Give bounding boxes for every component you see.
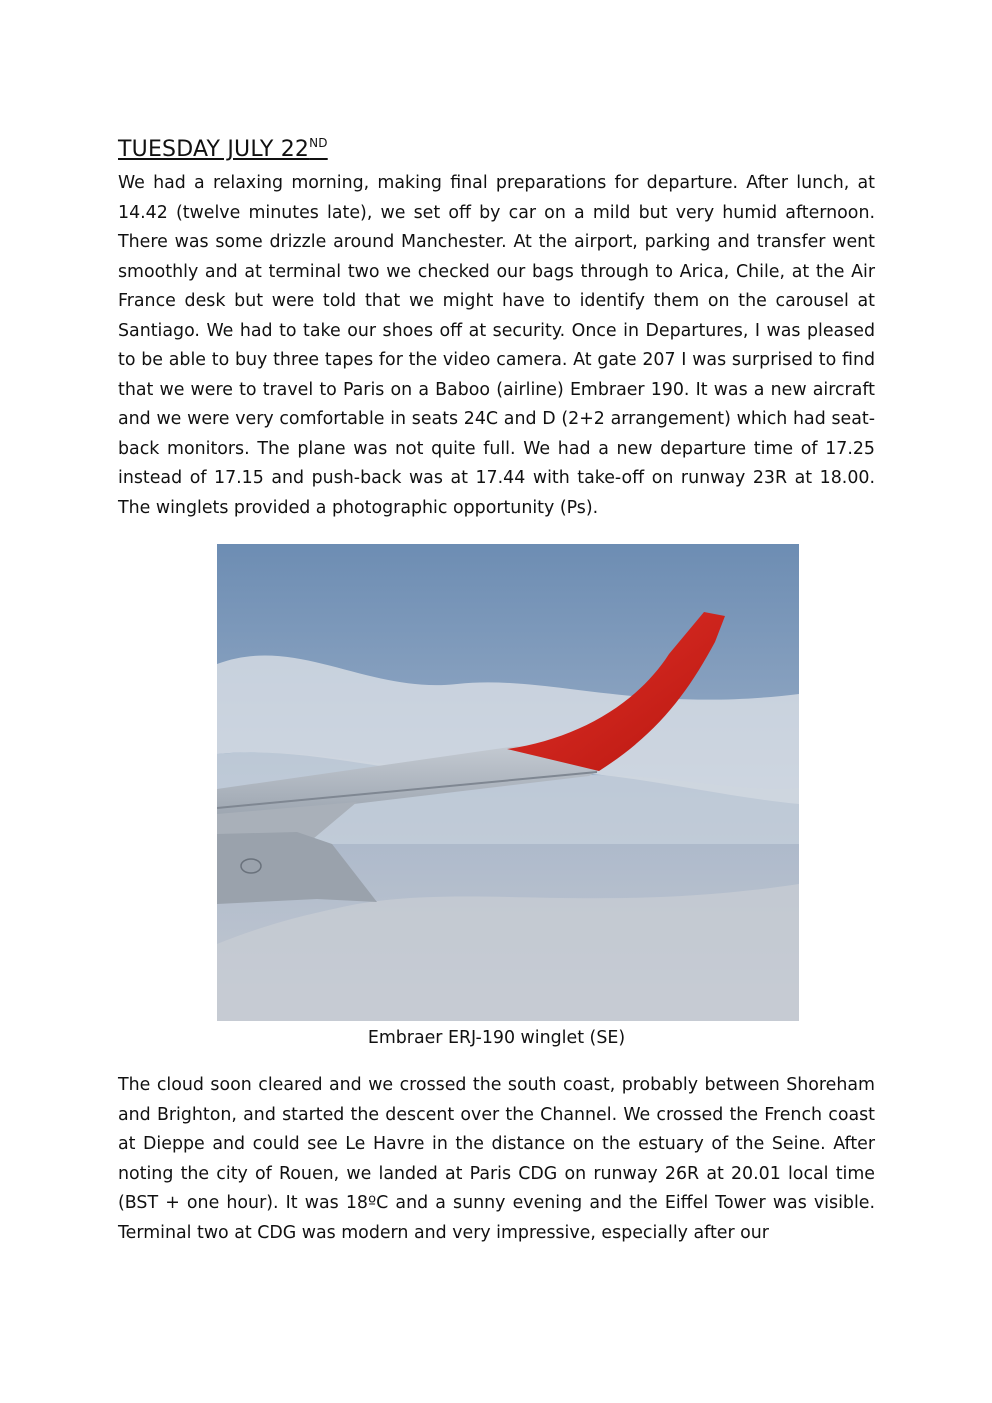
- winglet-photo-illustration: [217, 544, 799, 1021]
- heading-text: TUESDAY JULY 22: [118, 137, 310, 162]
- heading-ordinal-suffix: ND: [309, 136, 328, 150]
- photo-caption: Embraer ERJ-190 winglet (SE): [367, 1028, 626, 1048]
- paragraph-arrival: The cloud soon cleared and we crossed the south coast, probably between Shoreham and Brighton, and started the descent over the Channel. We crossed the French coast at Dieppe and could see Le Havre in the distance on the estuary of the Seine. After noting the city of Rouen, we landed at Paris CDG on runway 26R at 20.01 local time (BST + one hour). It was 18ºC and a sunny evening and the Eiffel Tower was visible. Terminal two at CDG was modern and very impressive, especially after our: [118, 1075, 875, 1243]
- paragraph-departure: We had a relaxing morning, making final preparations for departure. After lunch, at 14.42 (twelve minutes late), we set off by car on a mild but very humid afternoon. There was some drizzle around Manchester. At the airport, parking and transfer went smoothly and at terminal two we checked our bags through to Arica, Chile, at the Air France desk but were told that we might have to identify them on the carousel at Santiago. We had to take our shoes off at security. Once in Departures, I was pleased to be able to buy three tapes for the video camera. At gate 207 I was surprised to find that we were to travel to Paris on a Baboo (airline) Embraer 190. It was a new aircraft and we were very comfortable in seats 24C and D (2+2 arrangement) which had seat-back monitors. The plane was not quite full. We had a new departure time of 17.25 instead of 17.15 and push-back was at 17.44 with take-off on runway 23R at 18.00. The winglets provided a photographic opportunity (Ps).: [118, 173, 875, 518]
- winglet-photo: [217, 544, 799, 1021]
- page-heading: [118, 128, 875, 165]
- document-body: [118, 128, 875, 523]
